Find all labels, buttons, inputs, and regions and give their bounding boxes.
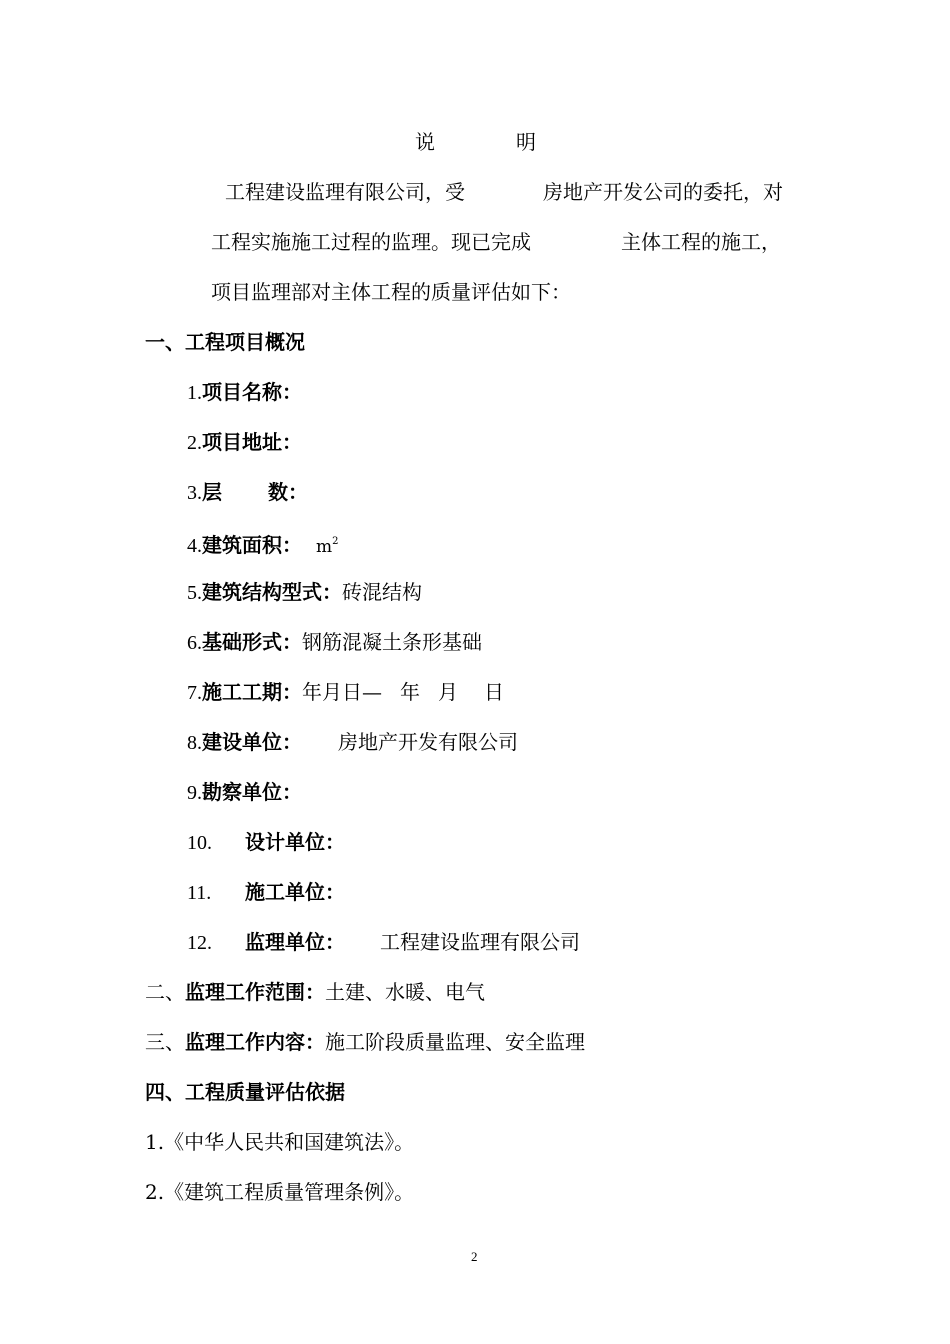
- structure-type-row: [187, 579, 422, 606]
- intro-line2-a: 工程实施施工过程的监理。现已完成: [211, 230, 531, 254]
- section4-heading: 四、工程质量评估依据: [145, 1080, 345, 1104]
- section-label: 监理工作范围：: [185, 980, 325, 1004]
- section-prefix: 二、: [145, 980, 185, 1004]
- intro-line2-b: 主体工程的施工，: [621, 230, 781, 254]
- item-label-part-a: 层: [202, 480, 222, 504]
- item-value-a: 年月日—: [302, 680, 382, 704]
- section-value: 施工阶段质量监理、安全监理: [325, 1030, 585, 1054]
- item-number: 12.: [187, 932, 212, 954]
- owner-unit-row: [187, 729, 518, 756]
- construction-period-row: [187, 679, 504, 706]
- item-number: 5.: [187, 582, 202, 604]
- item-label: 建设单位：: [202, 730, 302, 754]
- item-label: 项目地址：: [202, 430, 302, 454]
- item-number: 2.: [187, 432, 202, 454]
- title-char-2: 明: [516, 130, 536, 154]
- survey-unit-row: [187, 779, 302, 806]
- contractor-unit-row: [187, 879, 345, 906]
- section-label: 监理工作内容：: [185, 1030, 325, 1054]
- superscript-unit: 2: [332, 536, 339, 547]
- item-number: 11.: [187, 882, 212, 904]
- item-value: m: [316, 537, 333, 557]
- item-label: 建筑面积：: [202, 533, 302, 557]
- intro-line1-a: 工程建设监理有限公司，受: [225, 180, 465, 204]
- project-address-row: [187, 429, 302, 456]
- reference-item: 2.《建筑工程质量管理条例》。: [145, 1180, 415, 1204]
- item-value: 砖混结构: [342, 580, 422, 604]
- foundation-type-row: [187, 629, 482, 656]
- item-label: 施工单位：: [245, 880, 345, 904]
- item-number: 3.: [187, 482, 202, 504]
- item-value: 钢筋混凝土条形基础: [302, 630, 482, 654]
- supervisor-unit-row: [187, 929, 580, 956]
- item-value-c: 月: [438, 680, 458, 704]
- intro-line3: 项目监理部对主体工程的质量评估如下：: [211, 280, 571, 304]
- item-label-part-b: 数：: [268, 480, 308, 504]
- design-unit-row: [187, 829, 345, 856]
- item-value: 工程建设监理有限公司: [380, 930, 580, 954]
- section2-row: [145, 979, 485, 1005]
- project-name-row: [187, 379, 302, 406]
- item-number: 9.: [187, 782, 202, 804]
- item-value-b: 年: [400, 680, 420, 704]
- title-char-1: 说: [415, 130, 435, 154]
- floor-count-row: [187, 479, 308, 506]
- item-number: 8.: [187, 732, 202, 754]
- item-number: 10.: [187, 832, 212, 854]
- item-label: 监理单位：: [245, 930, 345, 954]
- item-number: 6.: [187, 632, 202, 654]
- item-label: 施工工期：: [202, 680, 302, 704]
- item-value-d: 日: [484, 680, 504, 704]
- page-number: 2: [471, 1249, 478, 1264]
- item-label: 勘察单位：: [202, 780, 302, 804]
- item-label: 项目名称：: [202, 380, 302, 404]
- item-number: 1.: [187, 382, 202, 404]
- item-number: 4.: [187, 535, 202, 557]
- item-number: 7.: [187, 682, 202, 704]
- item-label: 建筑结构型式：: [202, 580, 342, 604]
- item-label: 设计单位：: [245, 830, 345, 854]
- floor-area-row: [187, 529, 339, 560]
- item-value: 房地产开发有限公司: [338, 730, 518, 754]
- section-prefix: 三、: [145, 1030, 185, 1054]
- section1-heading: 一、工程项目概况: [145, 330, 305, 354]
- intro-line1-b: 房地产开发公司的委托，对: [543, 180, 783, 204]
- item-label: 基础形式：: [202, 630, 302, 654]
- section-value: 土建、水暖、电气: [325, 980, 485, 1004]
- section3-row: [145, 1029, 585, 1055]
- reference-item: 1.《中华人民共和国建筑法》。: [145, 1130, 415, 1154]
